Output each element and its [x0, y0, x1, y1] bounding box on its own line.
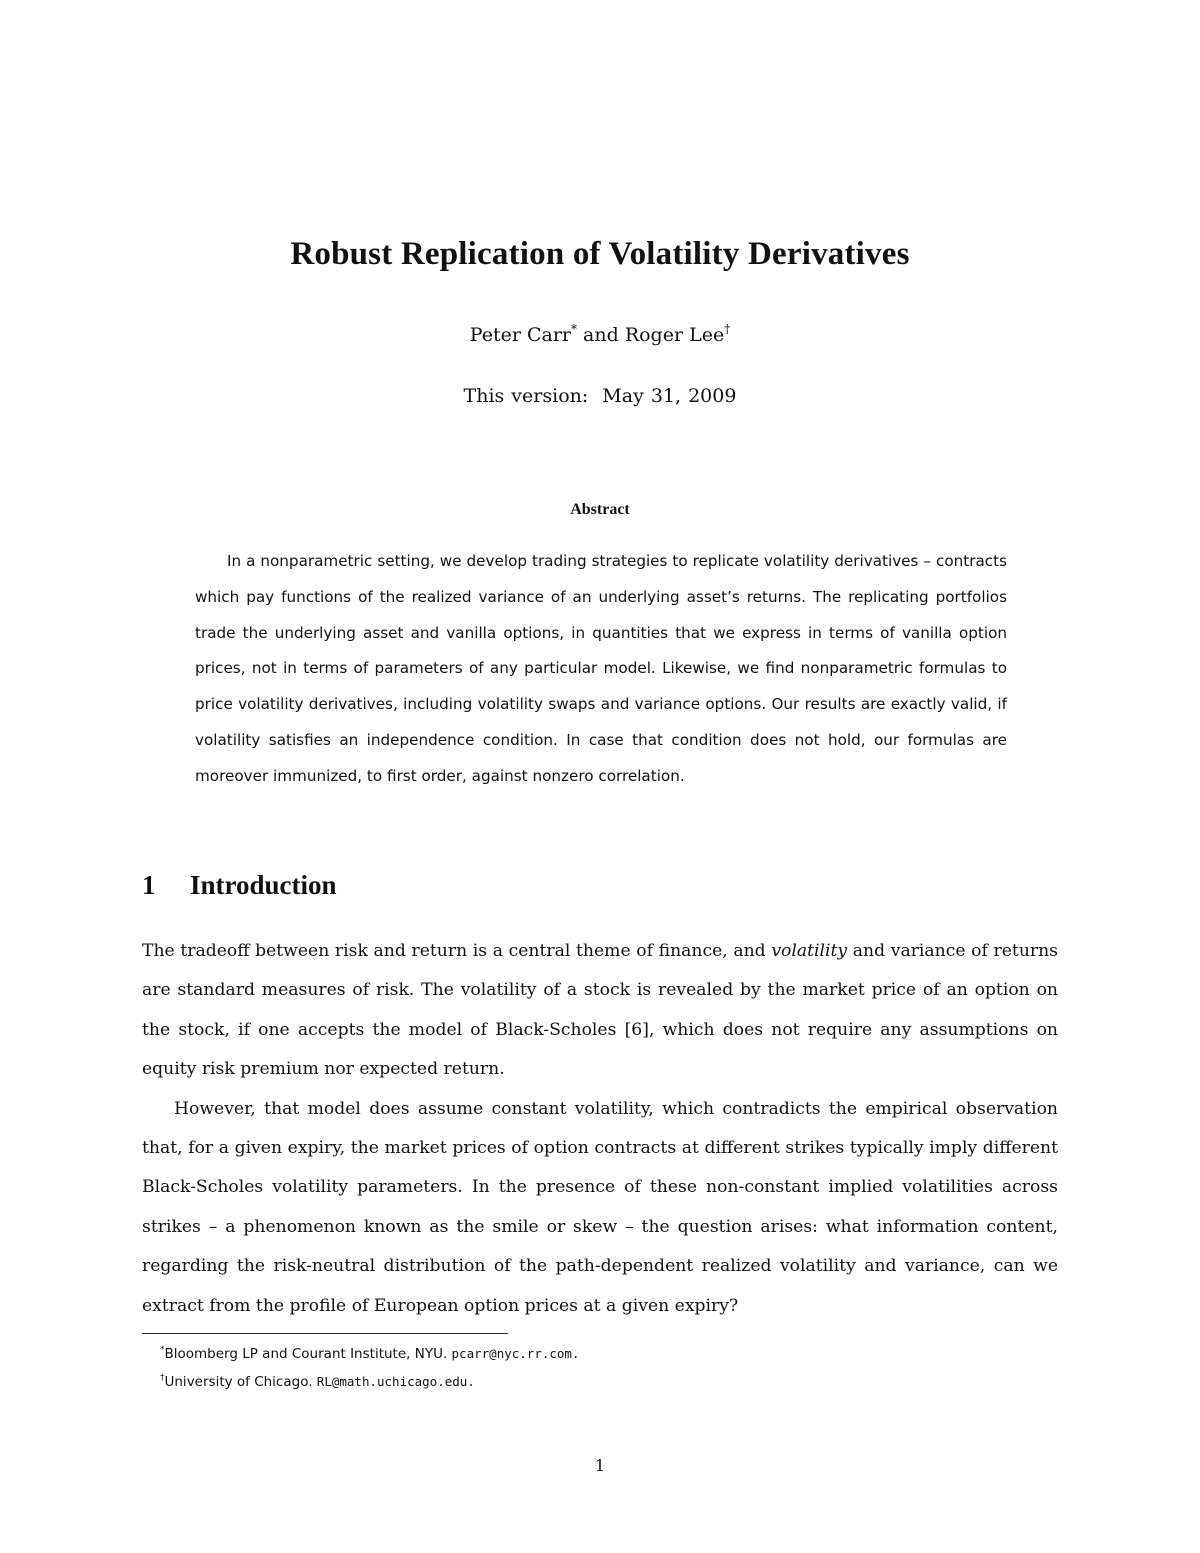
abstract-heading: Abstract — [570, 501, 630, 518]
body-paragraph-2: However, that model does assume constant volatility, which contradicts the empirical observation that, for a given expiry, the market prices of option contracts at different strikes typically imply different Black-Scholes volatility parameters. In the presence of these non-constant implied volatilities across strikes – a phenomenon known as the smile or skew – the question arises: what information content, regarding the risk-neutral distribution of the path-dependent realized volatility and variance, can we extract from the profile of European option prices at a given expiry? — [142, 1098, 1058, 1316]
footnote-text: Bloomberg LP and Courant Institute, NYU. — [164, 1346, 452, 1362]
footnote-email[interactable]: RL@math.uchicago.edu. — [316, 1374, 475, 1389]
footnotes — [160, 1338, 1040, 1394]
version-label: This version: — [463, 385, 589, 407]
footnote — [160, 1338, 1040, 1366]
footnote — [160, 1366, 1040, 1394]
footnote-mark: † — [724, 322, 731, 336]
footnote-mark: † — [160, 1373, 165, 1383]
section-title: Introduction — [190, 870, 337, 900]
abstract-body — [195, 544, 1007, 795]
page-number: 1 — [594, 1456, 606, 1475]
author-name: Peter Carr — [469, 324, 571, 346]
author-line — [0, 322, 1200, 346]
section-number: 1 — [142, 870, 156, 900]
footnote-email[interactable]: pcarr@nyc.rr.com. — [451, 1346, 580, 1361]
paper-title: Robust Replication of Volatility Derivatives — [290, 236, 910, 272]
version-date: May 31, 2009 — [602, 385, 737, 407]
abstract-paragraph: In a nonparametric setting, we develop trading strategies to replicate volatility derivatives – contracts which pay functions of the realized variance of an underlying asset’s returns. The replicating portfolios trade the underlying asset and vanilla options, in quantities that we express in terms of vanilla option prices, not in terms of parameters of any particular model. Likewise, we find nonparametric formulas to price volatility derivatives, including volatility swaps and variance options. Our results are exactly valid, if volatility satisfies an independence condition. In case that condition does not hold, our formulas are moreover immunized, to first order, against nonzero correlation. — [195, 552, 1007, 785]
paragraph-text: The tradeoff between risk and return is a central theme of finance, and — [142, 941, 772, 961]
footnote-text: University of Chicago. — [164, 1374, 317, 1390]
body-paragraph-1 — [142, 932, 1058, 1090]
footnote-mark: * — [160, 1345, 165, 1355]
footnote-rule — [142, 1333, 508, 1334]
section-heading — [142, 870, 337, 901]
section-body — [142, 932, 1058, 1326]
footnote-mark: * — [571, 322, 577, 336]
author-name: Roger Lee — [624, 324, 725, 346]
author-connector: and — [577, 324, 625, 346]
emphasized-term: volatility — [771, 941, 848, 961]
version-line — [0, 385, 1200, 407]
paragraph-text: and variance of returns are standard measures of risk. The volatility of a stock is revealed by the market price of an option on the stock, if one accepts the model of Black-Scholes [6], which does not require any assumptions on equity risk premium nor expected return. — [142, 941, 1059, 1080]
